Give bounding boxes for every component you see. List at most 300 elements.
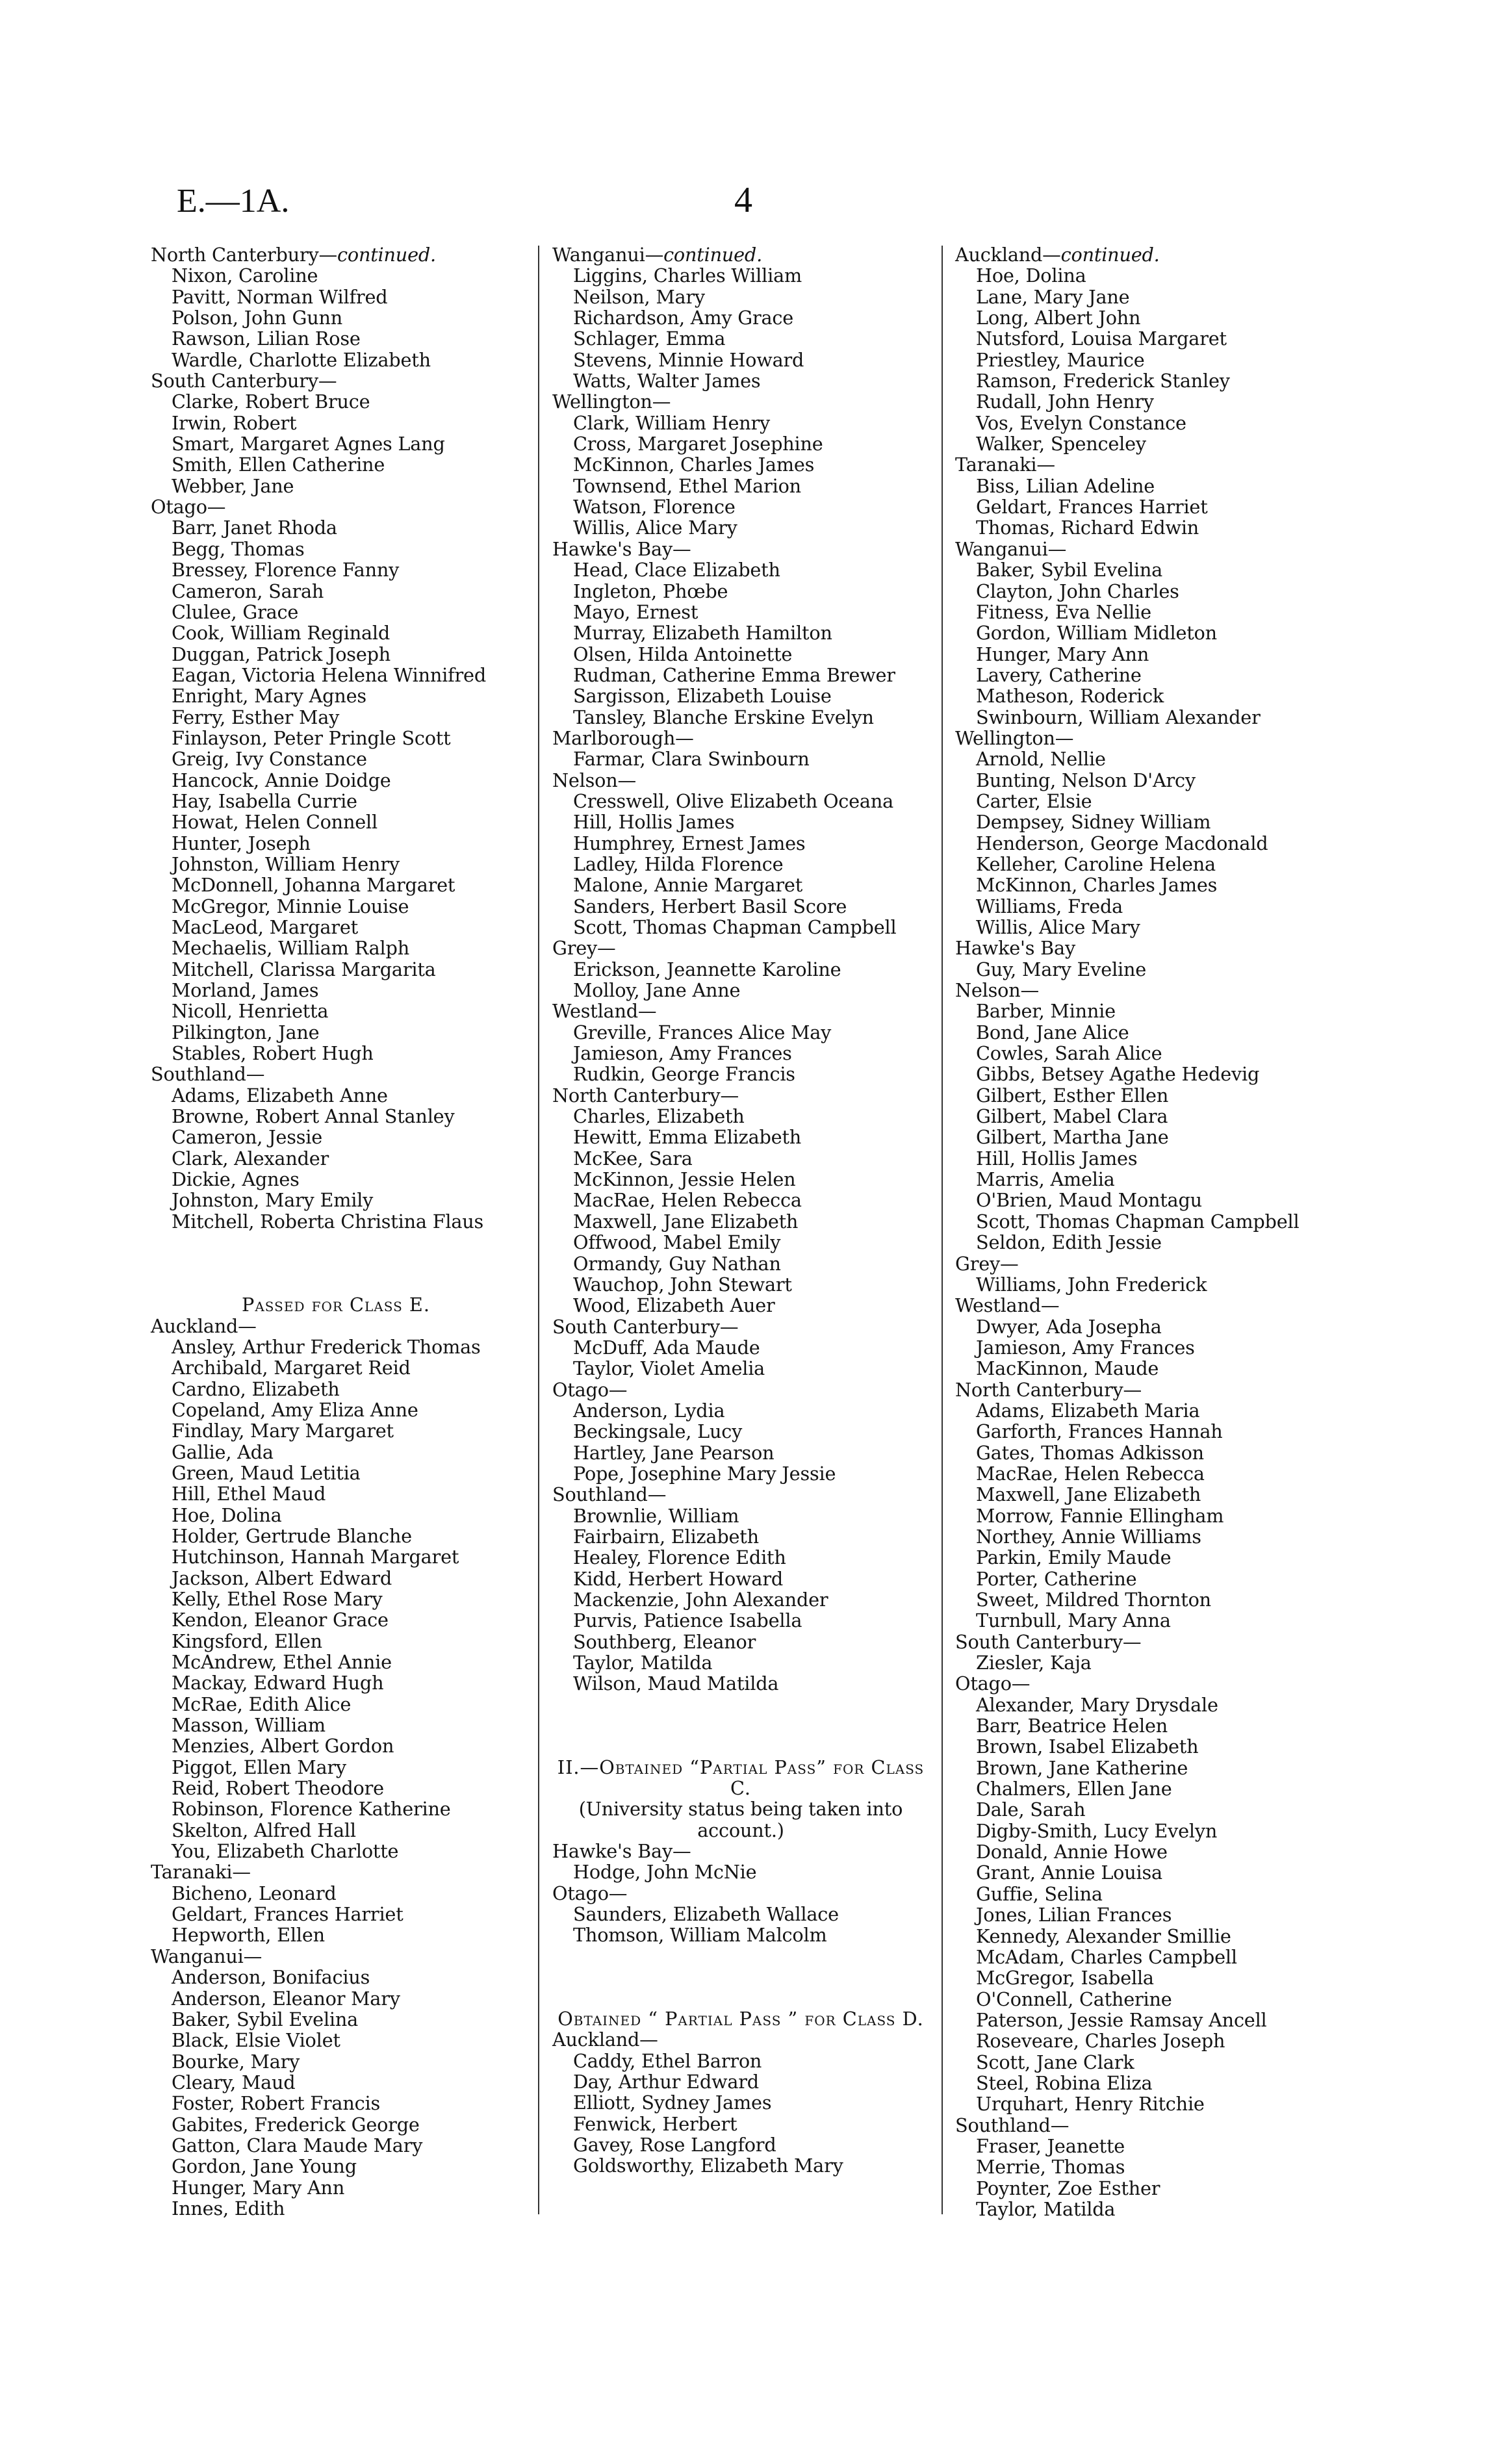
candidate-name: Healey, Florence Edith (573, 1546, 786, 1569)
region-name: South Canterbury— (955, 1630, 1142, 1653)
candidate-name: Brown, Isabel Elizabeth (976, 1735, 1199, 1758)
candidate-name: Arnold, Nellie (976, 748, 1106, 771)
candidate-name: Williams, Freda (976, 895, 1123, 917)
candidate-name: McGregor, Isabella (976, 1967, 1154, 1989)
region-name: Wanganui— (151, 1945, 263, 1967)
candidate-name: McAdam, Charles Campbell (976, 1945, 1237, 1968)
candidate-name: Taylor, Matilda (976, 2197, 1116, 2220)
candidate-name: Brownlie, William (573, 1504, 739, 1527)
candidate-name: McKinnon, Charles James (573, 454, 815, 476)
continued-label: continued. (1060, 244, 1160, 266)
candidate-name: Chalmers, Ellen Jane (976, 1778, 1172, 1800)
candidate-name: Masson, William (172, 1714, 326, 1737)
candidate-name: Brown, Jane Katherine (976, 1756, 1188, 1779)
spacer (552, 1695, 929, 1757)
candidate-name: Kelly, Ethel Rose Mary (172, 1587, 383, 1610)
candidate-name: Jackson, Albert Edward (172, 1567, 392, 1589)
candidate-name: Neilson, Mary (573, 285, 705, 308)
candidate-name: Johnston, Mary Emily (172, 1189, 374, 1212)
region-name: South Canterbury— (552, 1315, 739, 1338)
candidate-name: Howat, Helen Connell (172, 811, 378, 834)
candidate-name: Begg, Thomas (172, 537, 305, 560)
candidate-name: Mechaelis, William Ralph (172, 937, 409, 960)
spacer (552, 1946, 929, 2008)
candidate-name: You, Elizabeth Charlotte (172, 1840, 399, 1863)
candidate-name: Reid, Robert Theodore (172, 1777, 384, 1800)
candidate-name: Hepworth, Ellen (172, 1924, 325, 1947)
candidate-name: McKinnon, Charles James (976, 874, 1218, 897)
region-name: Hawke's Bay (955, 937, 1075, 960)
region-name: Westland— (552, 1000, 657, 1023)
region-name: Otago— (955, 1672, 1031, 1695)
candidate-name: McDonnell, Johanna Margaret (172, 874, 455, 897)
candidate-name: Malone, Annie Margaret (573, 874, 803, 897)
region-name: Grey— (552, 937, 616, 960)
section-heading: II.—Obtained “Partial Pass” for Class C. (557, 1756, 925, 1800)
candidate-name: Irwin, Robert (172, 411, 297, 434)
region-heading (552, 938, 929, 958)
region-name: North Canterbury— (552, 1084, 739, 1106)
candidate-name: Duggan, Patrick Joseph (172, 643, 391, 665)
region-heading (151, 1861, 521, 1882)
candidate-name: Bourke, Mary (172, 2050, 300, 2073)
candidate-name: Gibbs, Betsey Agathe Hedevig (976, 1063, 1260, 1086)
candidate-name: Barr, Janet Rhoda (172, 517, 337, 539)
candidate-name: Robinson, Florence Katherine (172, 1798, 451, 1821)
candidate-name: Hay, Isabella Currie (172, 789, 357, 812)
region-heading (552, 1001, 929, 1021)
candidate-name: Matheson, Roderick (976, 685, 1164, 708)
candidate-name: Kennedy, Alexander Smillie (976, 1925, 1231, 1947)
candidate-name: Willis, Alice Mary (976, 916, 1140, 938)
region-heading (552, 1379, 929, 1400)
candidate-name: Hill, Hollis James (573, 811, 735, 834)
region-name: Marlborough— (552, 726, 694, 749)
region-heading (552, 539, 929, 559)
region-heading (955, 1673, 1371, 1694)
candidate-name: Smith, Ellen Catherine (172, 454, 385, 476)
candidate-name: Priestley, Maurice (976, 348, 1145, 371)
section-heading: Obtained “ Partial Pass ” for Class D. (557, 2007, 924, 2030)
candidate-name: Piggot, Ellen Mary (172, 1756, 346, 1778)
candidate-name: MacLeod, Margaret (172, 916, 358, 938)
candidate-name: Jamieson, Amy Frances (573, 1042, 792, 1065)
candidate-name: Mitchell, Clarissa Margarita (172, 958, 436, 980)
region-heading (151, 1316, 521, 1337)
candidate-name: Gordon, William Midleton (976, 622, 1217, 645)
candidate-name: Fitness, Eva Nellie (976, 600, 1151, 623)
region-name: Otago— (552, 1378, 628, 1401)
candidate-name: Gatton, Clara Maude Mary (172, 2134, 423, 2156)
candidate-name: Parkin, Emily Maude (976, 1546, 1172, 1569)
column-1 (151, 244, 521, 2219)
candidate-name: Liggins, Charles William (573, 264, 802, 287)
candidate-name: Merrie, Thomas (976, 2156, 1125, 2179)
candidate-name: Mackenzie, John Alexander (573, 1589, 828, 1611)
region-heading (552, 770, 929, 791)
region-heading (552, 1883, 929, 1904)
candidate-name: Rudman, Catherine Emma Brewer (573, 663, 895, 686)
candidate-name: Maxwell, Jane Elizabeth (976, 1483, 1201, 1506)
candidate-name: Mackay, Edward Hugh (172, 1672, 384, 1695)
candidate-name: McKee, Sara (573, 1147, 693, 1170)
candidate-name: Jamieson, Amy Frances (976, 1336, 1195, 1359)
page-number: 4 (734, 180, 752, 220)
candidate-name: Dickie, Agnes (172, 1168, 300, 1191)
candidate-name: Stevens, Minnie Howard (573, 348, 804, 371)
candidate-name: Paterson, Jessie Ramsay Ancell (976, 2008, 1267, 2031)
candidate-name: Murray, Elizabeth Hamilton (573, 622, 832, 645)
candidate-name: Clarke, Robert Bruce (172, 390, 370, 413)
candidate-name: Purvis, Patience Isabella (573, 1609, 802, 1632)
region-name: Auckland— (955, 244, 1061, 266)
candidate-name: Hill, Hollis James (976, 1147, 1138, 1170)
continued-label: continued. (663, 244, 762, 266)
candidate-name: Fraser, Jeanette (976, 2134, 1125, 2157)
candidate-name: Bunting, Nelson D'Arcy (976, 769, 1196, 791)
region-heading (955, 244, 1371, 265)
candidate-name: Wilson, Maud Matilda (573, 1672, 779, 1695)
column-divider (942, 246, 943, 2214)
region-name: South Canterbury— (151, 370, 337, 392)
candidate-name: Long, Albert John (976, 307, 1141, 329)
candidate-name: Gavey, Rose Langford (573, 2133, 776, 2156)
candidate-name: Kelleher, Caroline Helena (976, 852, 1216, 875)
candidate-name: Clark, William Henry (573, 411, 771, 434)
region-name: Southland— (955, 2114, 1070, 2136)
candidate-name: Pope, Josephine Mary Jessie (573, 1462, 836, 1485)
candidate-name: Gilbert, Martha Jane (976, 1126, 1169, 1149)
candidate-name: Polson, John Gunn (172, 307, 343, 329)
candidate-name: Ferry, Esther May (172, 706, 340, 728)
candidate-name: Alexander, Mary Drysdale (976, 1693, 1218, 1716)
candidate-name: Turnbull, Mary Anna (976, 1609, 1171, 1632)
candidate-name: Hewitt, Emma Elizabeth (573, 1126, 802, 1149)
region-name: Nelson— (552, 769, 637, 791)
candidate-name: Cameron, Jessie (172, 1126, 323, 1149)
candidate-name: Hoe, Dolina (172, 1503, 282, 1526)
candidate-name: Rudkin, George Francis (573, 1063, 795, 1086)
candidate-name: Dale, Sarah (976, 1798, 1086, 1821)
candidate-name: Scott, Jane Clark (976, 2051, 1134, 2073)
candidate-name: Clulee, Grace (172, 600, 299, 623)
region-name: Otago— (151, 496, 226, 518)
candidate-name: McKinnon, Jessie Helen (573, 1168, 796, 1191)
region-name: Southland— (151, 1063, 265, 1086)
candidate-name: Stables, Robert Hugh (172, 1042, 374, 1065)
candidate-name: Richardson, Amy Grace (573, 307, 794, 329)
candidate-name: Goldsworthy, Elizabeth Mary (573, 2155, 843, 2177)
candidate-name: Ziesler, Kaja (976, 1652, 1092, 1674)
continued-label: continued. (337, 244, 436, 266)
candidate-name: Webber, Jane (172, 474, 294, 497)
candidate-name: Enright, Mary Agnes (172, 685, 366, 708)
candidate-name: Ormandy, Guy Nathan (573, 1252, 781, 1275)
region-name: Wellington— (955, 726, 1074, 749)
candidate-name: Molloy, Jane Anne (573, 979, 741, 1002)
region-name: Auckland— (151, 1314, 257, 1337)
candidate-name: MacKinnon, Maude (976, 1357, 1159, 1380)
candidate-name: Vos, Evelyn Constance (976, 411, 1186, 434)
spacer (151, 1232, 521, 1294)
candidate-name: Finlayson, Peter Pringle Scott (172, 726, 451, 749)
candidate-name: Henderson, George Macdonald (976, 832, 1268, 854)
candidate-name: Grant, Annie Louisa (976, 1861, 1162, 1884)
candidate-name: Menzies, Albert Gordon (172, 1735, 394, 1758)
candidate-name: O'Brien, Maud Montagu (976, 1189, 1202, 1212)
candidate-name: Adams, Elizabeth Anne (172, 1084, 388, 1106)
region-name: Southland— (552, 1483, 667, 1506)
candidate-name: Carter, Elsie (976, 789, 1092, 812)
region-heading (955, 980, 1371, 1001)
candidate-name: Barber, Minnie (976, 1000, 1116, 1023)
column-divider (538, 246, 539, 2214)
candidate-name: Wood, Elizabeth Auer (573, 1294, 775, 1317)
candidate-name: Gilbert, Mabel Clara (976, 1105, 1168, 1128)
candidate-name: Bond, Jane Alice (976, 1021, 1129, 1043)
candidate-name: Porter, Catherine (976, 1567, 1137, 1590)
candidate-name: Digby-Smith, Lucy Evelyn (976, 1819, 1218, 1842)
region-heading (552, 1484, 929, 1505)
candidate-name: Greig, Ivy Constance (172, 748, 367, 771)
candidate-name: Elliott, Sydney James (573, 2091, 772, 2114)
candidate-name: Lavery, Catherine (976, 663, 1142, 686)
candidate-name: Caddy, Ethel Barron (573, 2049, 762, 2072)
candidate-name: Rawson, Lilian Rose (172, 327, 361, 350)
candidate-name: Biss, Lilian Adeline (976, 474, 1155, 497)
candidate-name: Steel, Robina Eliza (976, 2071, 1153, 2094)
candidate-name: Ansley, Arthur Frederick Thomas (172, 1335, 481, 1358)
candidate-name: Fenwick, Herbert (573, 2112, 737, 2135)
region-heading (955, 539, 1371, 559)
candidate-name: Marris, Amelia (976, 1168, 1115, 1191)
candidate-name: MacRae, Helen Rebecca (573, 1189, 802, 1212)
candidate-name: Rudall, John Henry (976, 390, 1154, 413)
candidate-name: Hoe, Dolina (976, 264, 1086, 287)
region-name: North Canterbury— (151, 244, 338, 266)
candidate-name: Fairbairn, Elizabeth (573, 1525, 759, 1548)
candidate-name: Black, Elsie Violet (172, 2029, 340, 2052)
candidate-name: Hunger, Mary Ann (976, 643, 1149, 665)
candidate-name: Barr, Beatrice Helen (976, 1715, 1168, 1737)
candidate-name: Browne, Robert Annal Stanley (172, 1105, 455, 1128)
candidate-name: Nicoll, Henrietta (172, 1000, 329, 1023)
candidate-name: Skelton, Alfred Hall (172, 1819, 356, 1841)
candidate-name: Charles, Elizabeth (573, 1105, 745, 1128)
region-heading (151, 1064, 521, 1084)
candidate-name: Cowles, Sarah Alice (976, 1042, 1162, 1065)
region-heading (151, 496, 521, 517)
candidate-name: Erickson, Jeannette Karoline (573, 958, 841, 980)
column-3 (955, 244, 1371, 2219)
candidate-name: Taylor, Matilda (573, 1652, 713, 1674)
candidate-name: Hunger, Mary Ann (172, 2176, 345, 2199)
candidate-name: Olsen, Hilda Antoinette (573, 643, 793, 665)
region-heading (955, 938, 1371, 958)
candidate-name: Sargisson, Elizabeth Louise (573, 685, 832, 708)
candidate-name: Johnston, William Henry (172, 852, 400, 875)
candidate-name: Pavitt, Norman Wilfred (172, 285, 388, 308)
candidate-name: Nixon, Caroline (172, 264, 318, 287)
candidate-name: Walker, Spenceley (976, 433, 1146, 455)
candidate-name: Geldart, Frances Harriet (172, 1903, 404, 1926)
candidate-name: Clayton, John Charles (976, 580, 1179, 602)
region-name: Wanganui— (552, 244, 664, 266)
candidate-name: Ingleton, Phœbe (573, 580, 728, 602)
candidate-name: Day, Arthur Edward (573, 2070, 759, 2093)
candidate-name: Maxwell, Jane Elizabeth (573, 1210, 799, 1233)
region-heading (955, 1295, 1371, 1316)
candidate-name: Kendon, Eleanor Grace (172, 1609, 389, 1631)
region-name: Nelson— (955, 979, 1040, 1002)
region-heading (955, 1379, 1371, 1400)
candidate-name: Gordon, Jane Young (172, 2155, 357, 2178)
candidate-name: Mitchell, Roberta Christina Flaus (172, 1210, 484, 1233)
candidate-name: Wardle, Charlotte Elizabeth (172, 348, 431, 371)
region-name: Otago— (552, 1882, 628, 1904)
candidate-name: Schlager, Emma (573, 327, 726, 350)
candidate-name: McDuff, Ada Maude (573, 1336, 760, 1359)
candidate-name: Cresswell, Olive Elizabeth Oceana (573, 789, 893, 812)
candidate-name: Urquhart, Henry Ritchie (976, 2093, 1205, 2116)
candidate-name: McGregor, Minnie Louise (172, 895, 409, 917)
candidate-name: Clark, Alexander (172, 1147, 329, 1170)
candidate-name: Green, Maud Letitia (172, 1461, 361, 1484)
candidate-name: Tansley, Blanche Erskine Evelyn (573, 706, 874, 728)
candidate-name: Kidd, Herbert Howard (573, 1567, 784, 1590)
candidate-name: Gabites, Frederick George (172, 2113, 420, 2136)
candidate-name: Morrow, Fannie Ellingham (976, 1504, 1224, 1527)
region-heading (151, 1946, 521, 1967)
candidate-name: Sanders, Herbert Basil Score (573, 895, 847, 917)
candidate-name: Head, Clace Elizabeth (573, 559, 780, 582)
candidate-name: Watts, Walter James (573, 370, 761, 392)
region-heading (955, 1253, 1371, 1274)
candidate-name: Morland, James (172, 979, 319, 1002)
candidate-name: Williams, John Frederick (976, 1273, 1207, 1296)
candidate-name: Smart, Margaret Agnes Lang (172, 433, 445, 455)
region-name: Taranaki— (151, 1861, 251, 1884)
candidate-name: Greville, Frances Alice May (573, 1021, 832, 1043)
candidate-name: Cardno, Elizabeth (172, 1377, 340, 1400)
candidate-name: Willis, Alice Mary (573, 517, 737, 539)
candidate-name: Anderson, Lydia (573, 1399, 725, 1422)
candidate-name: Geldart, Frances Harriet (976, 496, 1208, 518)
candidate-name: Ramson, Frederick Stanley (976, 370, 1230, 392)
candidate-name: Cross, Margaret Josephine (573, 433, 823, 455)
candidate-name: Jones, Lilian Frances (976, 1904, 1172, 1926)
candidate-name: Taylor, Violet Amelia (573, 1357, 765, 1380)
region-name: Hawke's Bay— (552, 1840, 691, 1863)
region-heading (955, 454, 1371, 475)
candidate-name: Hutchinson, Hannah Margaret (172, 1546, 459, 1568)
candidate-name: Guffie, Selina (976, 1882, 1103, 1905)
candidate-name: Archibald, Margaret Reid (172, 1357, 411, 1379)
candidate-name: Northey, Annie Williams (976, 1525, 1201, 1548)
candidate-name: Cameron, Sarah (172, 580, 324, 602)
candidate-name: Poynter, Zoe Esther (976, 2177, 1160, 2199)
region-heading (151, 370, 521, 391)
candidate-name: Innes, Edith (172, 2197, 285, 2219)
region-heading (955, 1631, 1371, 1652)
candidate-name: Mayo, Ernest (573, 600, 698, 623)
candidate-name: Scott, Thomas Chapman Campbell (573, 916, 897, 938)
candidate-name: Gates, Thomas Adkisson (976, 1441, 1204, 1464)
region-name: Taranaki— (955, 454, 1055, 476)
document-reference: E.—1A. (177, 183, 290, 220)
candidate-name: Farmar, Clara Swinbourn (573, 748, 810, 771)
region-heading (552, 1316, 929, 1337)
candidate-name: Offwood, Mabel Emily (573, 1231, 781, 1254)
candidate-name: Scott, Thomas Chapman Campbell (976, 1210, 1300, 1233)
candidate-name: Gallie, Ada (172, 1440, 274, 1463)
candidate-name: Eagan, Victoria Helena Winnifred (172, 663, 486, 686)
candidate-name: Thomas, Richard Edwin (976, 517, 1199, 539)
candidate-name: Donald, Annie Howe (976, 1841, 1168, 1863)
column-2 (552, 244, 929, 2177)
candidate-name: Holder, Gertrude Blanche (172, 1524, 412, 1547)
candidate-name: Pilkington, Jane (172, 1021, 320, 1043)
region-name: Grey— (955, 1252, 1019, 1275)
candidate-name: Roseveare, Charles Joseph (976, 2030, 1225, 2053)
candidate-name: O'Connell, Catherine (976, 1988, 1172, 2010)
region-name: Wanganui— (955, 537, 1067, 560)
candidate-name: Kingsford, Ellen (172, 1630, 322, 1652)
candidate-name: Cook, William Reginald (172, 622, 391, 645)
candidate-name: Sweet, Mildred Thornton (976, 1589, 1211, 1611)
candidate-name: Copeland, Amy Eliza Anne (172, 1398, 418, 1421)
candidate-name: Foster, Robert Francis (172, 2092, 380, 2115)
section-heading: Passed for Class E. (242, 1294, 430, 1316)
candidate-name: Swinbourn, William Alexander (976, 706, 1261, 728)
region-name: North Canterbury— (955, 1378, 1142, 1401)
candidate-name: Gilbert, Esther Ellen (976, 1084, 1169, 1106)
candidate-name: Hill, Ethel Maud (172, 1483, 326, 1505)
candidate-name: Southberg, Eleanor (573, 1630, 756, 1653)
candidate-name: Bressey, Florence Fanny (172, 559, 400, 582)
candidate-name: Anderson, Bonifacius (172, 1966, 370, 1989)
region-heading (552, 391, 929, 412)
candidate-name: Townsend, Ethel Marion (573, 474, 801, 497)
candidate-name: Dempsey, Sidney William (976, 811, 1211, 834)
candidate-name: Hancock, Annie Doidge (172, 769, 391, 791)
candidate-name: Seldon, Edith Jessie (976, 1231, 1162, 1254)
region-heading (552, 728, 929, 748)
section-heading: (University status being taken into account.) (578, 1798, 903, 1841)
candidate-name: Ladley, Hilda Florence (573, 852, 784, 875)
candidate-name: McAndrew, Ethel Annie (172, 1651, 392, 1673)
candidate-name: Nutsford, Louisa Margaret (976, 327, 1227, 350)
candidate-name: MacRae, Helen Rebecca (976, 1462, 1205, 1485)
candidate-name: Hodge, John McNie (573, 1861, 757, 1884)
candidate-name: Wauchop, John Stewart (573, 1273, 792, 1296)
candidate-name: Beckingsale, Lucy (573, 1420, 743, 1443)
candidate-name: Humphrey, Ernest James (573, 832, 806, 854)
candidate-name: Hunter, Joseph (172, 832, 311, 854)
region-heading (552, 1085, 929, 1106)
region-heading (151, 244, 521, 265)
candidate-name: Guy, Mary Eveline (976, 958, 1147, 980)
candidate-name: Saunders, Elizabeth Wallace (573, 1903, 839, 1926)
candidate-name: Watson, Florence (573, 496, 736, 518)
candidate-name: Lane, Mary Jane (976, 285, 1130, 308)
region-name: Wellington— (552, 390, 671, 413)
region-heading (955, 728, 1371, 748)
region-heading (552, 2029, 929, 2050)
candidate-name: Hartley, Jane Pearson (573, 1441, 775, 1464)
region-name: Hawke's Bay— (552, 537, 691, 560)
region-name: Westland— (955, 1294, 1060, 1317)
